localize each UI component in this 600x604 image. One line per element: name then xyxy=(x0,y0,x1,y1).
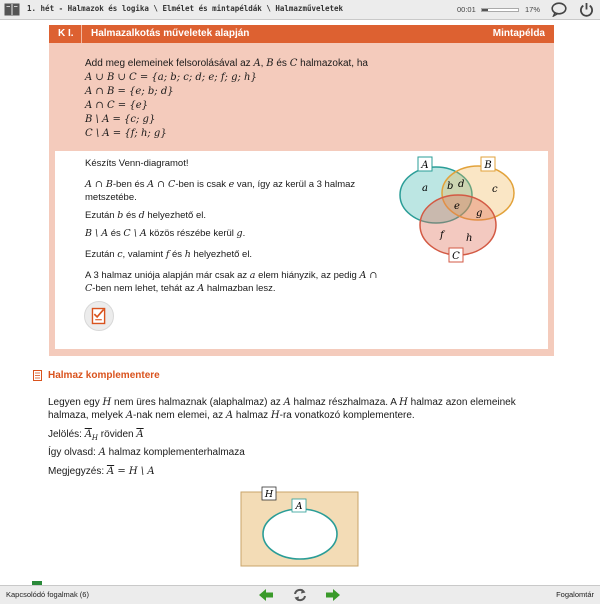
solution-step: Ezután c, valamint f és h helyezhető el. xyxy=(85,249,253,260)
progress-percent: 17% xyxy=(525,5,541,14)
set-b-label: B xyxy=(484,160,492,171)
set-a-label: A xyxy=(421,160,429,171)
task-formula: A ∩ B = {e; b; d} xyxy=(85,86,174,97)
element-f: f xyxy=(440,230,444,241)
refresh-icon[interactable] xyxy=(292,588,308,602)
checklist-icon xyxy=(85,302,113,330)
element-h: h xyxy=(466,233,473,244)
task-formula: A ∪ B ∪ C = {a; b; c; d; e; f; g; h} xyxy=(85,72,257,83)
solution-step: Készíts Venn-diagramot! xyxy=(85,158,189,169)
element-c: c xyxy=(492,184,498,195)
self-check-button[interactable] xyxy=(84,301,114,331)
arrow-right-icon[interactable] xyxy=(325,588,341,602)
venn-diagram xyxy=(396,155,521,265)
solution-step: A ∩ B-ben és A ∩ C-ben is csak e van, így az kerül a 3 halmaz metszetébe. xyxy=(85,179,356,203)
example-title: Halmazalkotás műveletek alapján xyxy=(91,28,250,39)
task-formula: A ∩ C = {e} xyxy=(85,100,148,111)
bottom-bar xyxy=(0,585,600,604)
arrow-left-icon[interactable] xyxy=(258,588,274,602)
section-title: Halmaz komplementere xyxy=(48,370,160,381)
example-tag: Mintapélda xyxy=(492,28,545,39)
top-bar xyxy=(0,0,600,20)
universal-set-label: H xyxy=(264,489,274,500)
solution-step: A 3 halmaz uniója alapján már csak az a elem hiányzik, az pedig A ∩ C-ben nem lehet, tehát az A halmazban lesz. xyxy=(85,270,378,294)
chat-icon[interactable] xyxy=(551,2,567,17)
breadcrumb[interactable]: 1. hét - Halmazok és logika \ Elmélet és mintapéldák \ Halmazműveletek xyxy=(27,4,344,13)
elapsed-time: 00:01 xyxy=(457,5,476,14)
element-g: g xyxy=(476,208,483,219)
element-d: d xyxy=(458,179,465,190)
solution-step: Ezután b és d helyezhető el. xyxy=(85,210,206,221)
progress-bar xyxy=(481,8,519,12)
example-number: K I. xyxy=(58,28,74,39)
progress-fill xyxy=(482,9,488,11)
solution-step: B \ A és C \ A közös részébe kerül g. xyxy=(85,228,246,239)
task-formula: B \ A = {c; g} xyxy=(85,114,156,125)
set-a-ellipse xyxy=(263,509,337,559)
example-header xyxy=(49,25,554,43)
complement-definition: Legyen egy H nem üres halmaznak (alaphalmaz) az A halmaz részhalmaza. A H halmaz azon elemeinek halmaza, melyek A-nak nem elemei, az A halmaz H-ra vonatkozó komplementere. xyxy=(48,397,516,421)
book-icon[interactable] xyxy=(4,3,20,16)
set-c-label: C xyxy=(452,251,460,262)
document-icon xyxy=(33,370,42,381)
task-formula: C \ A = {f; h; g} xyxy=(85,128,167,139)
element-e: e xyxy=(454,201,460,212)
power-icon[interactable] xyxy=(579,2,594,17)
reading-line: Így olvasd: A halmaz komplementerhalmaza xyxy=(48,447,245,458)
complement-diagram xyxy=(240,486,359,567)
header-divider xyxy=(81,25,82,43)
element-b: b xyxy=(447,181,454,192)
example-task xyxy=(49,43,554,151)
set-a-label: A xyxy=(295,501,303,512)
glossary-link[interactable]: Fogalomtár xyxy=(556,590,594,599)
element-a: a xyxy=(422,183,428,194)
related-concepts-link[interactable]: Kapcsolódó fogalmak (6) xyxy=(6,590,89,599)
task-line: Add meg elemeinek felsorolásával az A, B és C halmazokat, ha xyxy=(85,58,368,69)
notation-line: Jelölés: $\overline{A}_H$ röviden $\overline{A}$ xyxy=(48,429,144,442)
note-line: Megjegyzés: $\overline{A} = H$ \ A xyxy=(48,466,155,477)
